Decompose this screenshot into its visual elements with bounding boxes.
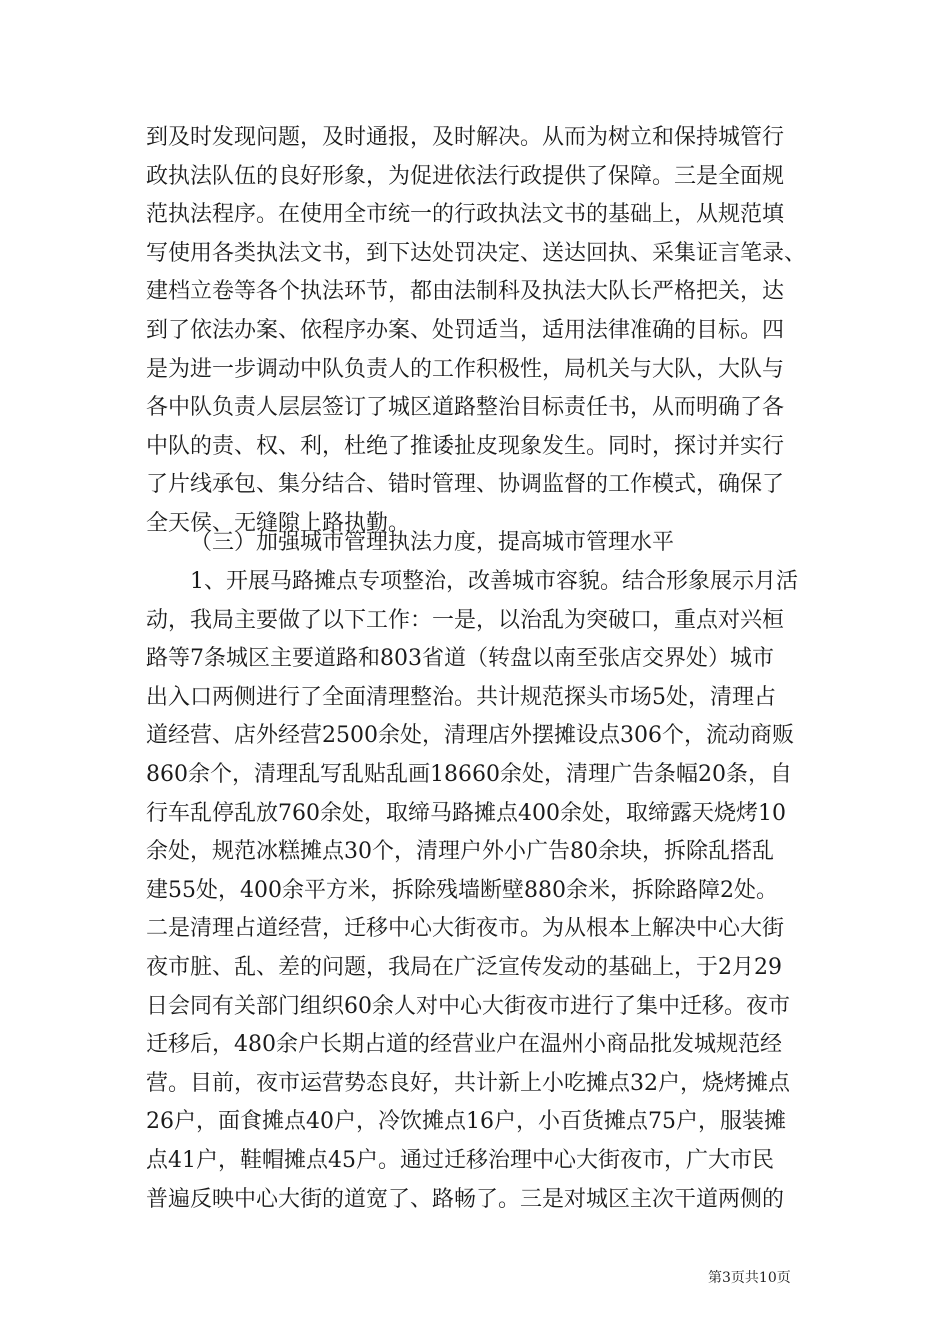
paragraph-line: 出入口两侧进行了全面清理整治。共计规范探头市场5处，清理占 <box>146 684 776 710</box>
paragraph-line: 到及时发现问题，及时通报，及时解决。从而为树立和保持城管行 <box>146 125 785 150</box>
paragraph-line: 建档立卷等各个执法环节，都由法制科及执法大队长严格把关，达 <box>146 279 785 305</box>
paragraph-line: 政执法队伍的良好形象，为促进依法行政提供了保障。三是全面规 <box>146 163 785 189</box>
paragraph-line: 动，我局主要做了以下工作：一是，以治乱为突破口，重点对兴桓 <box>146 607 785 633</box>
section-heading <box>146 524 816 563</box>
paragraph-line: 1、开展马路摊点专项整治，改善城市容貌。结合形象展示月活 <box>190 569 798 594</box>
paragraph-line: 普遍反映中心大街的道宽了、路畅了。三是对城区主次干道两侧的 <box>146 1186 785 1212</box>
paragraph-line: 余处，规范冰糕摊点30个，清理户外小广告80余块，拆除乱搭乱 <box>146 839 774 865</box>
paragraph-line: 迁移后，480余户长期占道的经营业户在温州小商品批发城规范经 <box>146 1032 782 1058</box>
paragraph-line: 是为进一步调动中队负责人的工作积极性，局机关与大队，大队与 <box>146 356 785 382</box>
paragraph-line: 路等7条城区主要道路和803省道（转盘以南至张店交界处）城市 <box>146 646 774 672</box>
paragraph-line: 各中队负责人层层签订了城区道路整治目标责任书，从而明确了各 <box>146 395 785 421</box>
paragraph-line: 全天侯、无缝隙上路执勤。 <box>146 510 411 536</box>
section-heading-text: （三）加强城市管理执法力度，提高城市管理水平 <box>190 530 675 555</box>
paragraph-line: 860余个，清理乱写乱贴乱画18660余处，清理广告条幅20条，自 <box>146 761 792 787</box>
paragraph-line: 点41户，鞋帽摊点45户。通过迁移治理中心大街夜市，广大市民 <box>146 1147 774 1173</box>
paragraph-line: 日会同有关部门组织60余人对中心大街夜市进行了集中迁移。夜市 <box>146 993 790 1019</box>
paragraph-line: 范执法程序。在使用全市统一的行政执法文书的基础上，从规范填 <box>146 202 785 228</box>
paragraph-line: 营。目前，夜市运营势态良好，共计新上小吃摊点32户，烧烤摊点 <box>146 1070 790 1096</box>
paragraph-line: 26户，面食摊点40户，冷饮摊点16户，小百货摊点75户，服装摊 <box>146 1109 786 1135</box>
paragraph-line: 夜市脏、乱、差的问题，我局在广泛宣传发动的基础上，于2月29 <box>146 954 782 980</box>
paragraph-line: 建55处，400余平方米，拆除残墙断壁880余米，拆除路障2处。 <box>146 877 778 903</box>
paragraph-line: 到了依法办案、依程序办案、处罚适当，适用法律准确的目标。四 <box>146 317 785 343</box>
paragraph-line: 中队的责、权、利，杜绝了推诿扯皮现象发生。同时，探讨并实行 <box>146 433 785 459</box>
paragraph-line: 二是清理占道经营，迁移中心大街夜市。为从根本上解决中心大街 <box>146 916 785 942</box>
paragraph-line: 了片线承包、集分结合、错时管理、协调监督的工作模式，确保了 <box>146 472 785 498</box>
paragraph-street-vendor-rectification <box>146 563 816 1219</box>
paragraph-line: 写使用各类执法文书，到下达处罚决定、送达回执、采集证言笔录、 <box>146 240 807 266</box>
paragraph-enforcement-standards <box>146 119 816 544</box>
paragraph-line: 道经营、店外经营2500余处，清理店外摆摊设点306个，流动商贩 <box>146 723 794 749</box>
page-number: 第3页共10页 <box>708 1270 791 1286</box>
paragraph-line: 行车乱停乱放760余处，取缔马路摊点400余处，取缔露天烧烤10 <box>146 800 786 826</box>
